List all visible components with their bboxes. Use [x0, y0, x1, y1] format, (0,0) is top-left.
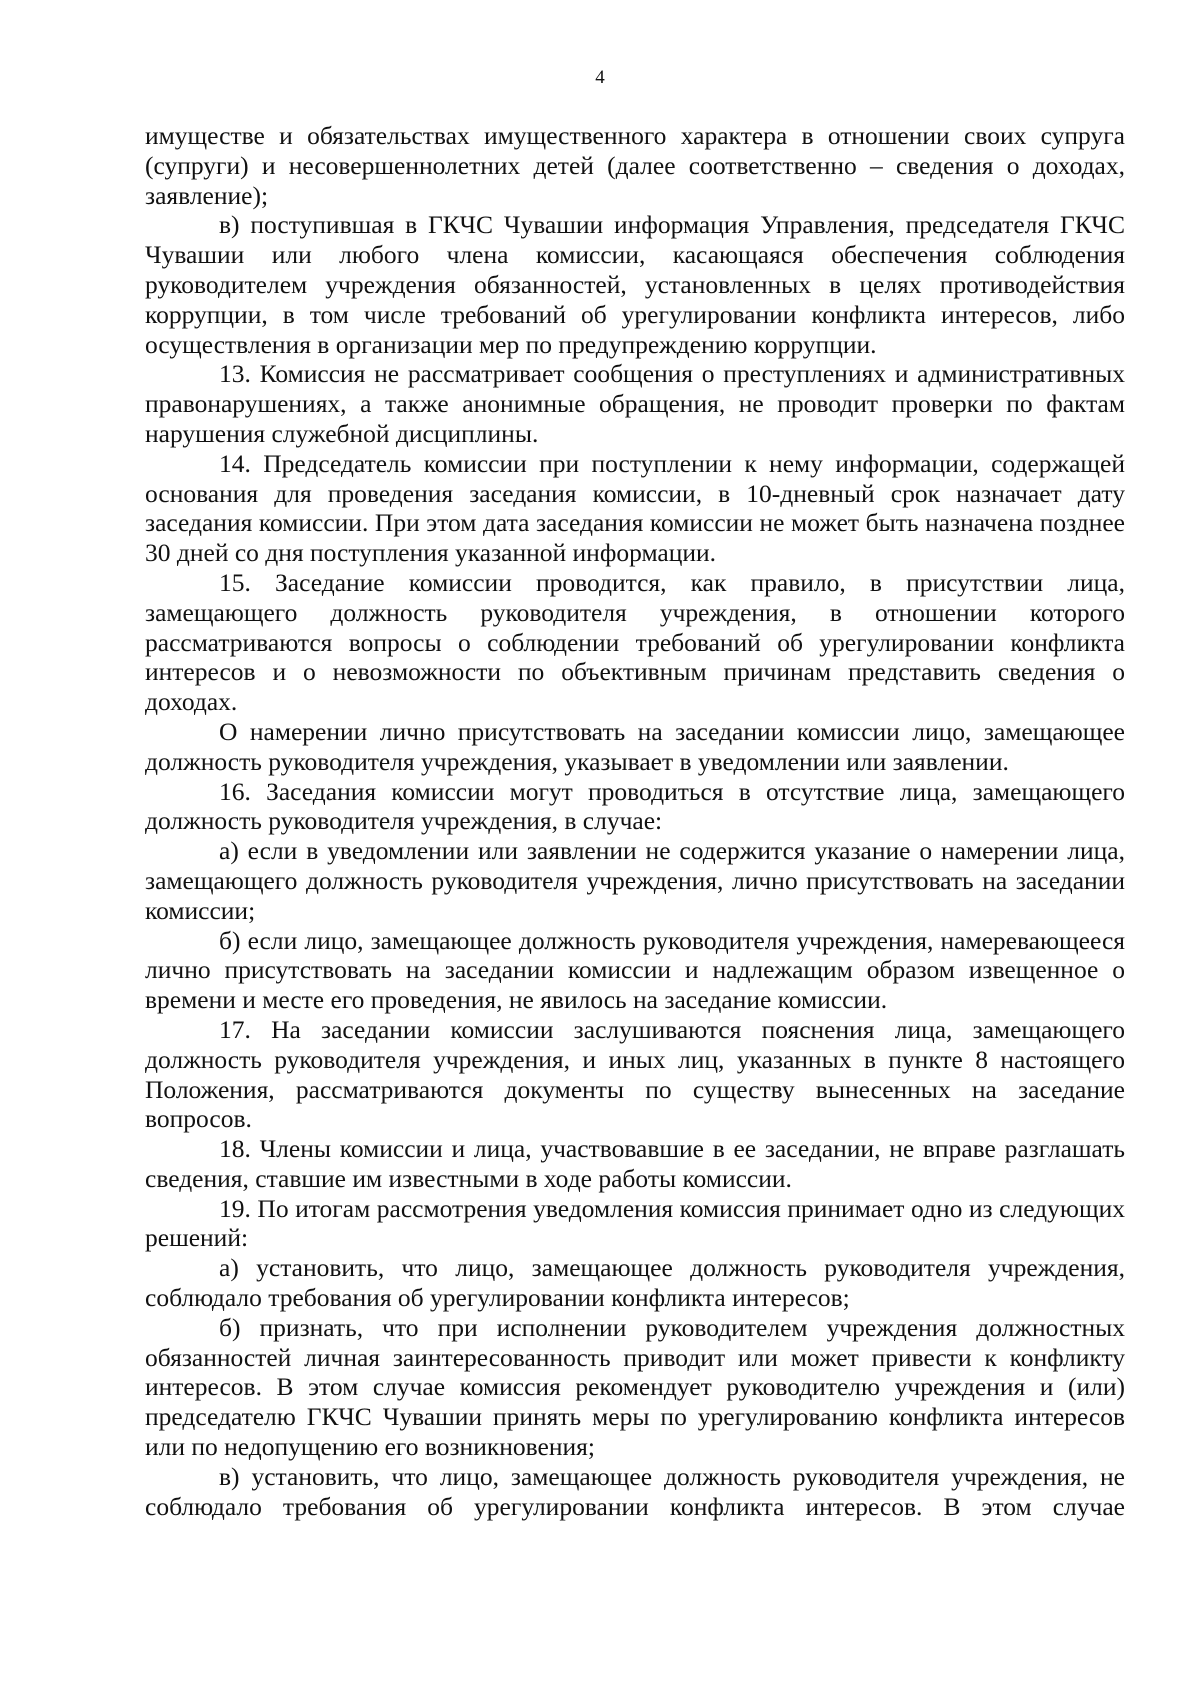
paragraph-16-a: а) если в уведомлении или заявлении не содержится указание о намерении лица, замещающего должность руководителя учреждения, лично присутствовать на заседании комиссии; — [145, 836, 1125, 925]
paragraph-19-b: б) признать, что при исполнении руководителем учреждения должностных обязанностей личная заинтересованность приводит или может привести к конфликту интересов. В этом случае комиссия рекомендует руководителю учреждения и (или) председателю ГКЧС Чувашии принять меры по урегулированию конфликта интересов или по недопущению его возникновения; — [145, 1312, 1125, 1462]
paragraph-15-intent: О намерении лично присутствовать на заседании комиссии лицо, замещающее должность руководителя учреждения, указывает в уведомлении или заявлении. — [145, 716, 1125, 776]
paragraph-14: 14. Председатель комиссии при поступлении к нему информации, содержащей основания для проведения заседания комиссии, в 10-дневный срок назначает дату заседания комиссии. При этом дата заседания комиссии не может быть назначена позднее 30 дней со дня поступления указанной информации. — [145, 448, 1125, 568]
paragraph-16: 16. Заседания комиссии могут проводиться в отсутствие лица, замещающего должность руководителя учреждения, в случае: — [145, 776, 1125, 836]
paragraph-16-b: б) если лицо, замещающее должность руководителя учреждения, намеревающееся лично присутствовать на заседании комиссии и надлежащим образом извещенное о времени и месте его проведения, не явилось на заседание комиссии. — [145, 925, 1125, 1015]
page-number: 4 — [595, 67, 605, 88]
paragraph-item-v: в) поступившая в ГКЧС Чувашии информация Управления, председателя ГКЧС Чувашии или любого члена комиссии, касающаяся обеспечения соблюдения руководителем учреждения обязанностей, установленных в целях противодействия коррупции, в том числе требований об урегулировании конфликта интересов, либо осуществления в организации мер по предупреждению коррупции. — [145, 210, 1125, 359]
document-body — [145, 121, 1125, 1521]
paragraph-18: 18. Члены комиссии и лица, участвовавшие в ее заседании, не вправе разглашать сведения, ставшие им известными в ходе работы комиссии. — [145, 1134, 1125, 1193]
paragraph-19: 19. По итогам рассмотрения уведомления комиссия принимает одно из следующих решений: — [145, 1193, 1125, 1253]
paragraph-continued: имуществе и обязательствах имущественного характера в отношении своих супруга (супруги) и несовершеннолетних детей (далее соответственно – сведения о доходах, заявление); — [145, 121, 1125, 210]
paragraph-17: 17. На заседании комиссии заслушиваются пояснения лица, замещающего должность руководителя учреждения, и иных лиц, указанных в пункте 8 настоящего Положения, рассматриваются документы по существу вынесенных на заседание вопросов. — [145, 1014, 1125, 1134]
paragraph-13: 13. Комиссия не рассматривает сообщения о преступлениях и административных правонарушениях, а также анонимные обращения, не проводит проверки по фактам нарушения служебной дисциплины. — [145, 359, 1125, 448]
paragraph-15: 15. Заседание комиссии проводится, как правило, в присутствии лица, замещающего должность руководителя учреждения, в отношении которого рассматриваются вопросы о соблюдении требований об урегулировании конфликта интересов и о невозможности по объективным причинам представить сведения о доходах. — [145, 567, 1125, 717]
paragraph-19-a: а) установить, что лицо, замещающее должность руководителя учреждения, соблюдало требования об урегулировании конфликта интересов; — [145, 1253, 1125, 1313]
paragraph-19-v: в) установить, что лицо, замещающее должность руководителя учреждения, не соблюдало требования об урегулировании конфликта интересов. В этом случае — [145, 1461, 1125, 1521]
